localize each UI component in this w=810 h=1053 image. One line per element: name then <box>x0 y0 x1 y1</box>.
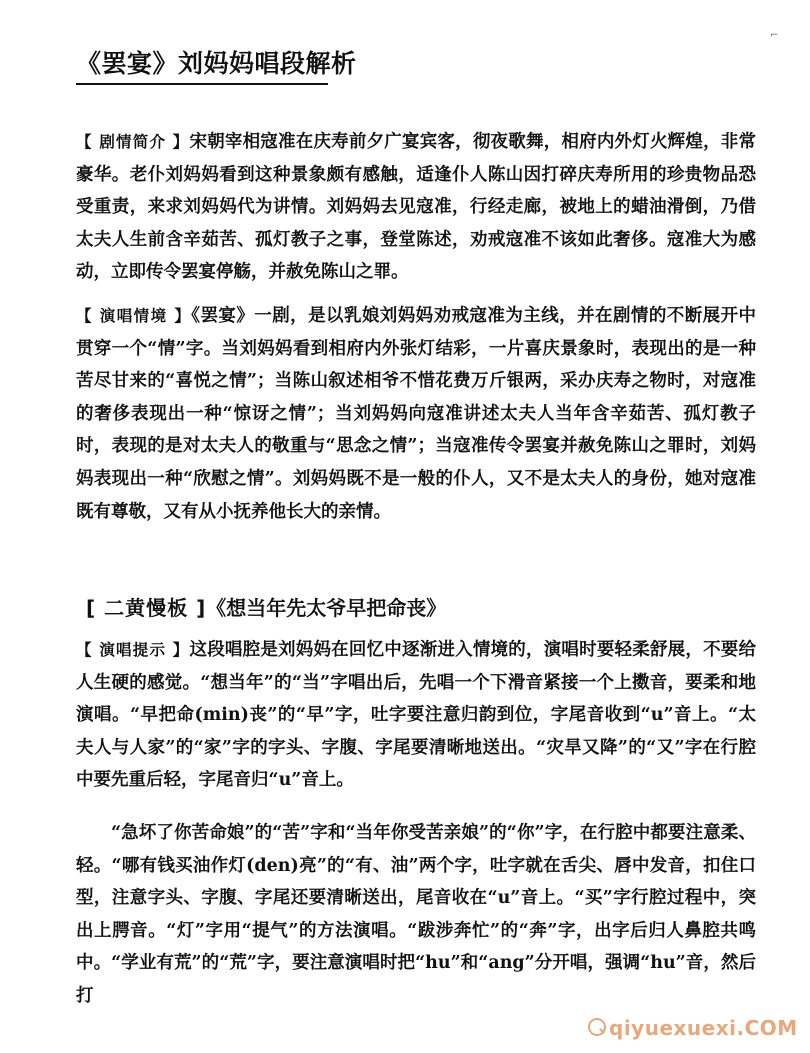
title-underline <box>76 83 328 85</box>
magnifier-logo-icon <box>588 1018 606 1036</box>
singing-tips-text: 这段唱腔是刘妈妈在回忆中逐渐进入情境的，演唱时要轻柔舒展，不要给人生硬的感觉。“想当年”的“当”字唱出后，先唱一个下滑音紧接一个上擞音，要柔和地演唱。“早把命(min)丧”的“早”字，吐字要注意归韵到位，字尾音收到“u”音上。“太夫人与人家”的“家”字的字头、字腹、字尾要清晰地送出。“灾旱又降”的“又”字在行腔中要先重后轻，字尾音归“u”音上。 <box>76 640 757 791</box>
aria-title: 《想当年先太爷早把命丧》 <box>206 596 447 620</box>
performance-context-text: 《罢宴》一剧，是以乳娘刘妈妈劝戒寇准为主线，并在剧情的不断展开中贯穿一个“情”字。当刘妈妈看到相府内外张灯结彩，一片喜庆景象时，表现出的是一种苦尽甘来的“喜悦之情”；当陈山叙述相爷不惜花费万斤银两，采办庆寿之物时，对寇准的奢侈表现出一种“惊讶之情”；当刘妈妈向寇准讲述太夫人当年含辛茹苦、孤灯教子时，表现的是对太夫人的敬重与“思念之情”；当寇准传令罢宴并赦免陈山之罪时，刘妈妈表现出一种“欣慰之情”。刘妈妈既不是一般的仆人，又不是太夫人的身份，她对寇准既有尊敬，又有从小抚养他长大的亲情。 <box>76 306 757 522</box>
singing-tips-continued-paragraph <box>76 817 756 1013</box>
watermark-text: qiyuexuexi.COM <box>609 1016 798 1040</box>
synopsis-tag: 【 剧情简介 】 <box>76 133 190 151</box>
page-title: 《罢宴》刘妈妈唱段解析 <box>76 49 357 78</box>
singing-tips-tag: 【 演唱提示 】 <box>76 641 190 659</box>
singing-tips-continued-text: “急坏了你苦命娘”的“苦”字和“当年你受苦亲娘”的“你”字，在行腔中都要注意柔、轻。“哪有钱买油作灯(den)亮”的“有、油”两个字，吐字就在舌尖、唇中发音，扣住口型，注意字头、字腹、字尾还要清晰送出，尾音收在“u”音上。“买”字行腔过程中，突出上腭音。“灯”字用“提气”的方法演唱。“跋涉奔忙”的“奔”字，出字后归人鼻腔共鸣中。“学业有荒”的“荒”字，要注意演唱时把“hu”和“ang”分开唱，强调“hu”音，然后打 <box>76 823 756 1006</box>
site-watermark <box>588 1016 798 1040</box>
aria-mode-tag: [ 二黄慢板 ] <box>86 596 207 620</box>
aria-heading <box>86 592 446 621</box>
synopsis-text: 宋朝宰相寇准在庆寿前夕广宴宾客，彻夜歌舞，相府内外灯火辉煌，非常豪华。老仆刘妈妈看到这种景象颇有感触，适逢仆人陈山因打碎庆寿所用的珍贵物品恐受重责，来求刘妈妈代为讲情。刘妈妈去见寇准，行经走廊，被地上的蜡油滑倒，乃借太夫人生前含辛茹苦、孤灯教子之事，登堂陈述，劝戒寇准不该如此奢侈。寇准大为感动，立即传令罢宴停觞，并赦免陈山之罪。 <box>76 132 757 283</box>
synopsis-paragraph <box>76 126 756 289</box>
corner-crop-mark: ⌐ <box>770 30 779 41</box>
performance-context-tag: 【 演唱情境 】 <box>76 307 192 325</box>
singing-tips-paragraph <box>76 634 756 797</box>
performance-context-paragraph <box>76 300 756 528</box>
